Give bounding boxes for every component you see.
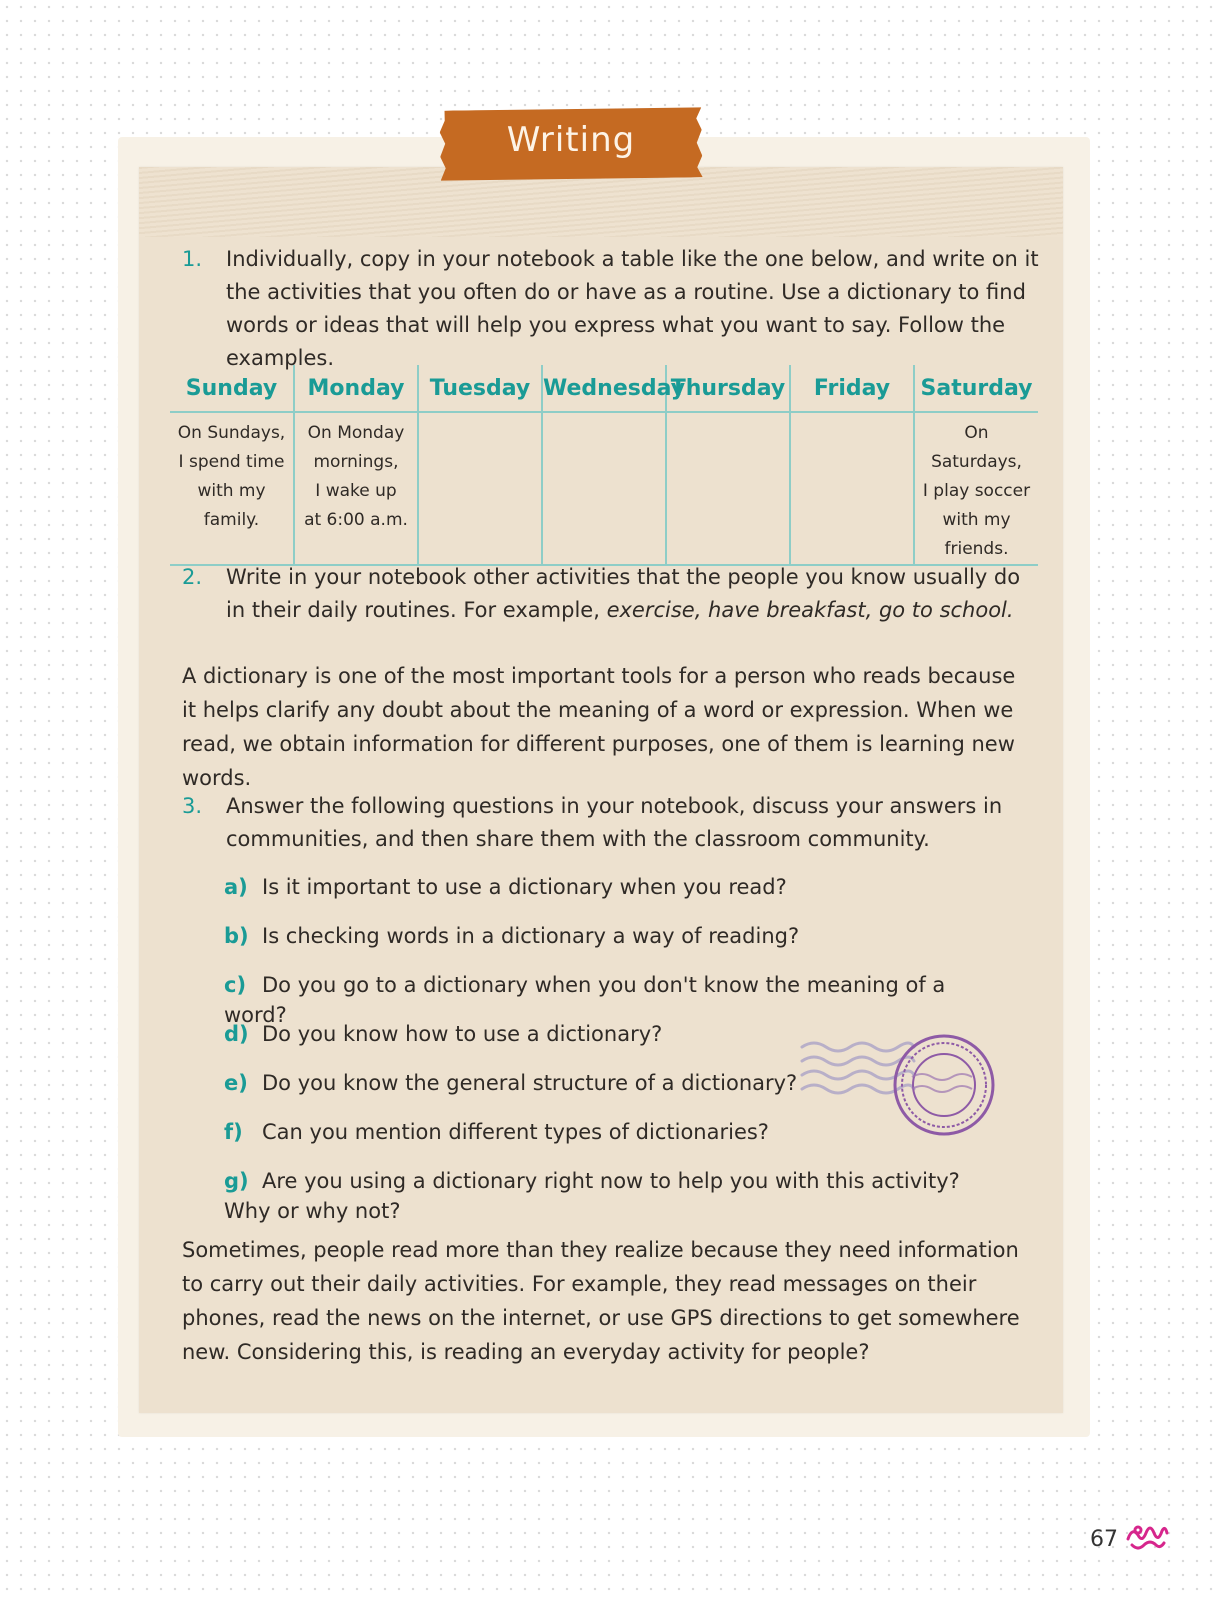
table-cell-line: with my (942, 510, 1011, 530)
table-cell-line: I play soccer (922, 481, 1031, 501)
dictionary-paragraph: A dictionary is one of the most important tools for a person who reads because it helps clarify any doubt about the meaning of a word or expression. When we read, we obtain information for different purposes, one of them is learning new words. (182, 664, 1016, 790)
table-header-saturday: Saturday (914, 365, 1038, 412)
question-text: Do you go to a dictionary when you don't know the meaning of a word? (224, 973, 946, 1027)
instruction-text: Answer the following questions in your notebook, discuss your answers in communities, and then share them with the classroom community. (226, 794, 1003, 851)
table-header-sunday: Sunday (170, 365, 294, 412)
question-letter: e) (224, 1071, 248, 1095)
table-cell-line: I wake up (315, 481, 397, 501)
instruction-text (226, 561, 1042, 627)
instruction-1 (182, 243, 1042, 375)
table-header-monday: Monday (294, 365, 418, 412)
page-number: 67 (1090, 1527, 1118, 1552)
weekday-table (170, 365, 1038, 566)
instruction-2 (182, 561, 1042, 627)
table-cell-line: at 6:00 a.m. (304, 510, 408, 530)
question-item (224, 1166, 1004, 1226)
question-text: Can you mention different types of dictionaries? (262, 1120, 769, 1144)
table-cell-wednesday (542, 412, 666, 565)
question-item (224, 872, 1004, 902)
table-header-friday: Friday (790, 365, 914, 412)
table-cell-line: friends. (944, 539, 1009, 559)
table-cell-line: with my (197, 481, 266, 501)
question-letter: d) (224, 1022, 249, 1046)
table-cell-line: On Monday (307, 423, 405, 443)
instruction-examples: exercise, have breakfast, go to school. (606, 598, 1014, 622)
table-cell-sunday (170, 412, 294, 565)
instruction-number: 2. (182, 565, 203, 589)
section-title: Writing (506, 120, 636, 160)
table-cell-saturday (914, 412, 1038, 565)
closing-paragraph: Sometimes, people read more than they realize because they need information to carry out their daily activities. For example, they read messages on their phones, read the news on the internet, or use GPS directions to get somewhere new. Considering this, is reading an everyday activity for people? (182, 1238, 1020, 1364)
table-cell-line: I spend time (178, 452, 285, 472)
instruction-number: 1. (182, 247, 203, 271)
table-cell-thursday (666, 412, 790, 565)
table-cell-friday (790, 412, 914, 565)
table-cell-line: On Saturdays, (931, 423, 1022, 472)
question-text: Do you know how to use a dictionary? (262, 1022, 663, 1046)
instruction-text: Individually, copy in your notebook a table like the one below, and write on it the activities that you often do or have as a routine. Use a dictionary to find words or ideas that will help you express what you want to say. Follow the examples. (226, 247, 1039, 370)
table-cell-monday (294, 412, 418, 565)
table-cell-line: family. (203, 510, 260, 530)
question-text: Is checking words in a dictionary a way of reading? (262, 924, 800, 948)
table-header-wednesday: Wednesday (542, 365, 666, 412)
instruction-number: 3. (182, 794, 203, 818)
postmark-stamp-icon (800, 1025, 1005, 1145)
table-cell-line: mornings, (313, 452, 399, 472)
question-letter: f) (224, 1120, 243, 1144)
question-letter: g) (224, 1169, 249, 1193)
question-item (224, 921, 1004, 951)
question-letter: b) (224, 924, 249, 948)
question-letter: a) (224, 875, 248, 899)
table-header-thursday: Thursday (666, 365, 790, 412)
table-header-row (170, 365, 1038, 412)
table-row (170, 412, 1038, 565)
question-letter: c) (224, 973, 247, 997)
question-text: Is it important to use a dictionary when you read? (262, 875, 787, 899)
question-text: Do you know the general structure of a dictionary? (262, 1071, 798, 1095)
table-cell-tuesday (418, 412, 542, 565)
publisher-logo-icon (1124, 1521, 1170, 1551)
instruction-3 (182, 790, 1042, 856)
table-cell-line: On Sundays, (177, 423, 286, 443)
instruction-body: Write in your notebook other activities that the people you know usually do in their daily routines. For example, (226, 565, 1021, 622)
question-text: Are you using a dictionary right now to help you with this activity? Why or why not? (224, 1169, 960, 1223)
table-header-tuesday: Tuesday (418, 365, 542, 412)
